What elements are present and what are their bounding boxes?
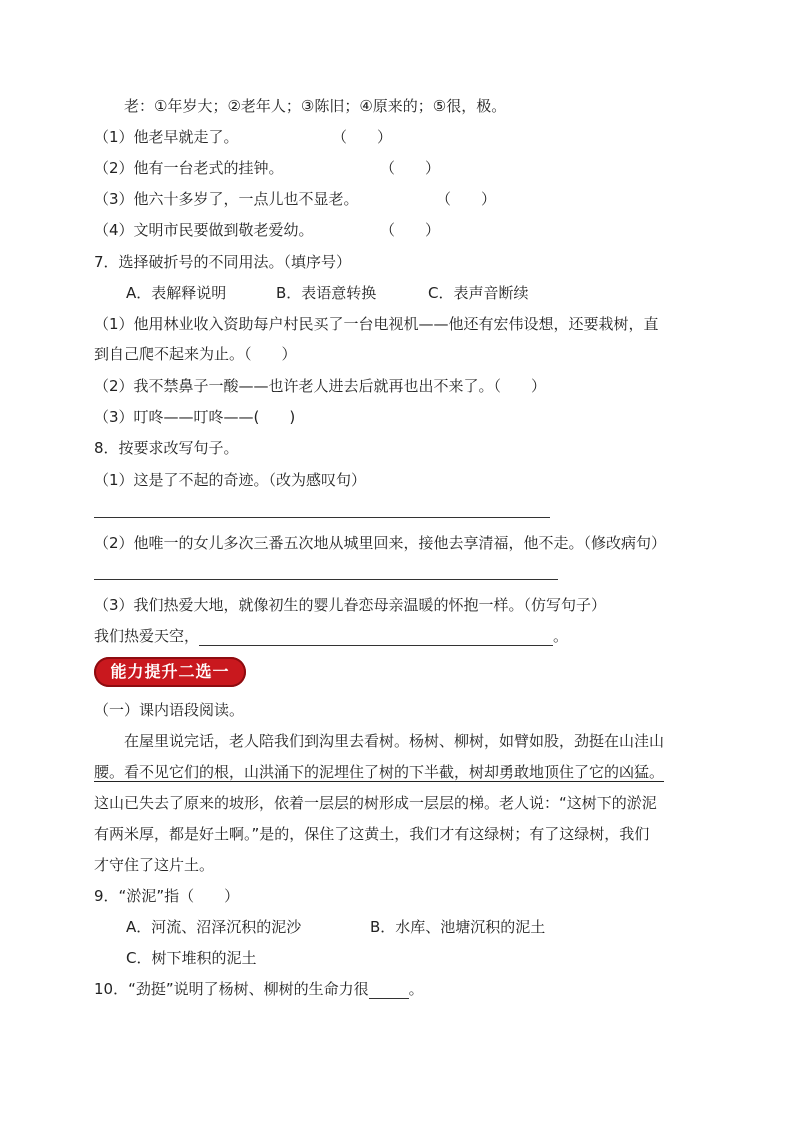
q7-option-a: A．表解释说明 — [126, 284, 227, 302]
q10-answer-blank[interactable] — [369, 982, 409, 999]
passage-line-2: 腰。看不见它们的根，山洪涌下的泥埋住了树的下半截，树却勇敢地顶住了它的凶猛。 — [94, 763, 665, 781]
q8-answer-line-2[interactable] — [94, 579, 558, 580]
q8-item-3-prefix: 我们热爱天空， — [94, 627, 200, 645]
q8-item-3-suffix: 。 — [553, 627, 569, 645]
q9-option-b: B．水库、池塘沉积的泥土 — [370, 918, 546, 936]
q7-title: 7．选择破折号的不同用法。（填序号） — [94, 253, 352, 271]
passage-line-4: 有两米厚，都是好土啊。”是的，保住了这黄土，我们才有这绿树；有了这绿树，我们 — [94, 825, 650, 843]
q10-suffix: 。 — [408, 980, 424, 998]
q7-item-2: （2）我不禁鼻子一酸——也许老人进去后就再也出不来了。（ ） — [94, 377, 547, 395]
q6-answer-4[interactable]: （ ） — [380, 221, 441, 239]
q6-item-3: （3）他六十多岁了，一点儿也不显老。 — [94, 190, 359, 208]
q6-item-4: （4）文明市民要做到敬老爱幼。 — [94, 221, 314, 239]
q9-option-c: C．树下堆积的泥土 — [126, 949, 257, 967]
q7-item-1-line-1: （1）他用林业收入资助每户村民买了一台电视机——他还有宏伟设想，还要栽树，直 — [94, 315, 659, 333]
q7-item-1-line-2: 到自己爬不起来为止。（ ） — [94, 345, 297, 363]
q7-option-c: C．表声音断续 — [428, 284, 529, 302]
section-subtitle: （一）课内语段阅读。 — [94, 701, 245, 719]
q8-item-2: （2）他唯一的女儿多次三番五次地从城里回来，接他去享清福，他不走。（修改病句） — [94, 534, 667, 552]
q8-answer-line-1[interactable] — [94, 517, 550, 518]
q8-item-3-answer-row — [94, 626, 568, 646]
q8-item-1: （1）这是了不起的奇迹。（改为感叹句） — [94, 471, 367, 489]
q9-option-a: A．河流、沼泽沉积的泥沙 — [126, 918, 302, 936]
q8-item-3: （3）我们热爱大地，就像初生的婴儿眷恋母亲温暖的怀抱一样。（仿写句子） — [94, 596, 607, 614]
q8-title: 8．按要求改写句子。 — [94, 439, 239, 457]
passage-line-1: 在屋里说完话，老人陪我们到沟里去看树。杨树、柳树，如臂如股，劲挺在山洼山 — [124, 732, 665, 750]
q8-answer-blank-3[interactable] — [199, 629, 553, 646]
passage-line-3: 这山已失去了原来的坡形，依着一层层的树形成一层层的梯。老人说：“这树下的淤泥 — [94, 794, 657, 812]
q6-item-1: （1）他老早就走了。 — [94, 128, 239, 146]
q9-title: 9．“淤泥”指（ ） — [94, 887, 240, 905]
q6-item-2: （2）他有一台老式的挂钟。 — [94, 159, 284, 177]
q7-item-3: （3）叮咚——叮咚——( ) — [94, 408, 296, 426]
q10-row — [94, 979, 424, 999]
q7-option-b: B．表语意转换 — [276, 284, 377, 302]
q6-answer-3[interactable]: （ ） — [436, 190, 497, 208]
passage-line-5: 才守住了这片土。 — [94, 856, 215, 874]
q10-prefix: 10．“劲挺”说明了杨树、柳树的生命力很 — [94, 980, 369, 998]
q6-answer-2[interactable]: （ ） — [380, 159, 441, 177]
section-banner: 能力提升二选一 — [94, 657, 246, 687]
q6-definition: 老：①年岁大；②老年人；③陈旧；④原来的；⑤很，极。 — [124, 97, 507, 115]
q6-answer-1[interactable]: （ ） — [332, 128, 393, 146]
